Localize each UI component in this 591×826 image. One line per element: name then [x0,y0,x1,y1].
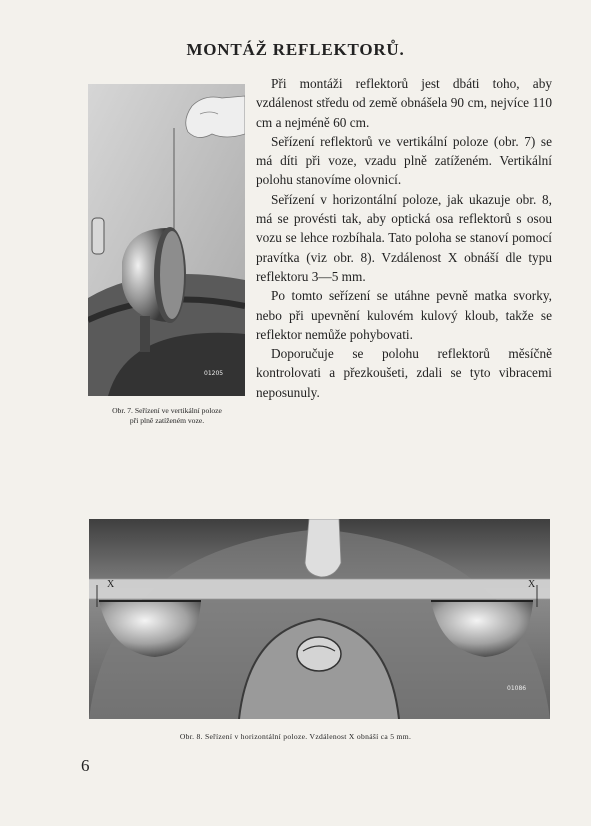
figure-8-caption: Obr. 8. Seřízení v horizontální poloze. Vzdálenost X obnáší ca 5 mm. [179,732,412,741]
page-number: 6 [81,756,90,775]
figure-7-photo-code: 01205 [204,370,224,377]
paragraph: Seřízení reflektorů ve vertikální poloze (obr. 7) se má díti při voze, vzadu plně zatíženém. Vertikální polohu stanovíme olovnicí. [256,133,552,188]
figure-7-photo [88,84,245,396]
figure-7-illustration [88,84,245,396]
paragraph: Při montáži reflektorů jest dbáti toho, aby vzdálenost středu od země obnášela 90 cm, nejvíce 110 cm a nejméně 60 cm. [256,76,552,130]
figure-7-caption-line1: Obr. 7. Seřízení ve vertikální poloze [112,406,222,415]
paragraph: Seřízení v horizontální poloze, jak ukazuje obr. 8, má se provésti tak, aby optická osa reflektorů s osou vozu se lehce rozbíhala. Tato poloha se stanoví pomocí pravítka (viz obr. 8). Vzdálenost X obnáší dle typu reflektoru 3—5 mm. [256,191,552,284]
page-title: MONTÁŽ REFLEKTORŮ. [186,40,405,59]
body-text [256,74,552,402]
figure-8-photo [89,519,550,719]
figure-7-caption [80,406,254,426]
figure-7-caption-line2: při plně zatíženém voze. [129,416,205,425]
figure-8-photo-code: 01086 [507,685,527,692]
marker-x-left: X [107,579,115,590]
paragraph: Doporučuje se polohu reflektorů měsíčně kontrolovati a přezkoušeti, zdali se tyto vibracemi neposunuly. [256,346,552,400]
figure-8-illustration [89,519,550,719]
marker-x-right: X [528,579,536,590]
paragraph: Po tomto seřízení se utáhne pevně matka svorky, nebo při upevnění kulovém kulový kloub, takže se reflektor nemůže pohybovati. [256,288,552,342]
